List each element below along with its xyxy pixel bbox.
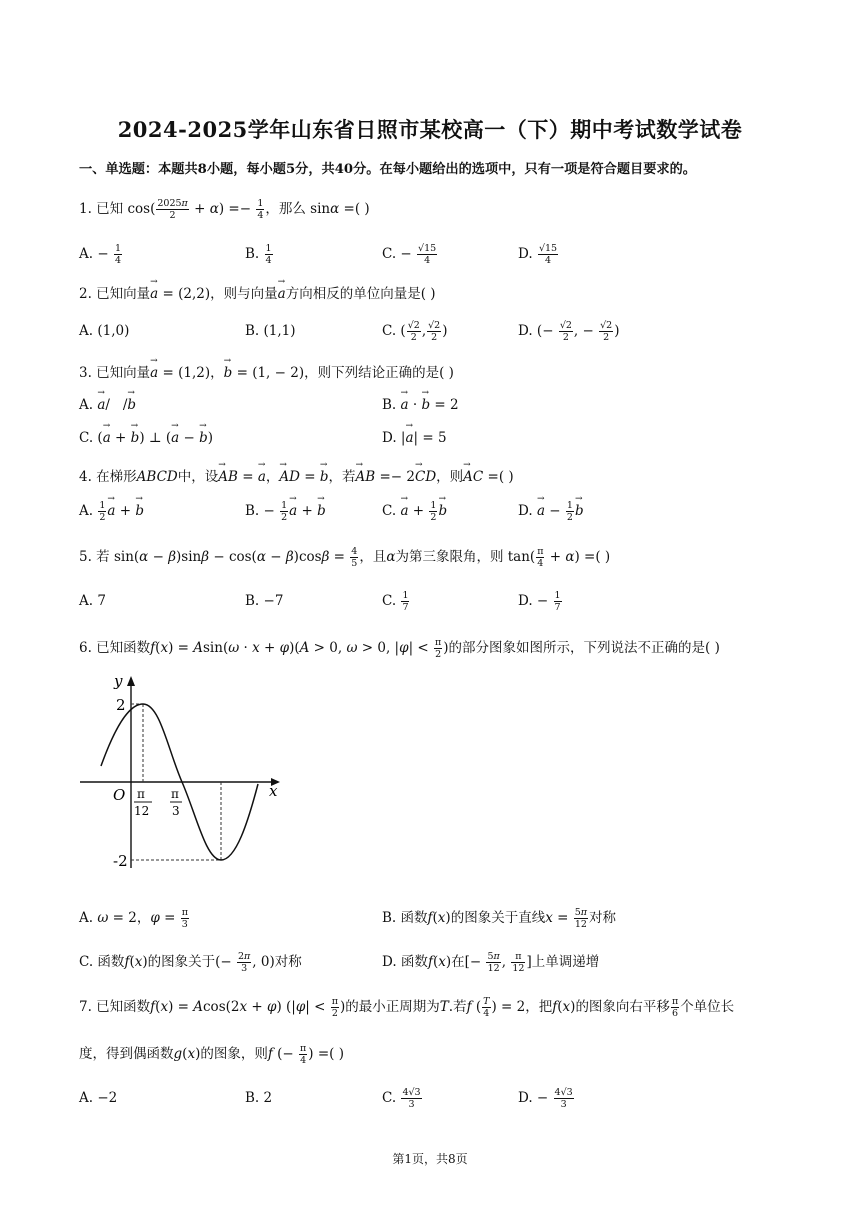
q6-option-c: C. 函数f(x)的图象关于(− $\frac{2\pi}{3}$ , 0)对称 — [79, 951, 302, 974]
q7-option-a: A. −2 — [79, 1090, 118, 1106]
section-heading: 一、单选题：本题共8小题，每小题5分，共40分。在每小题给出的选项中，只有一项是符合题目要求的。 — [79, 162, 696, 177]
tick-pi12-num: π — [137, 787, 145, 801]
q6-option-b: B. 函数f(x)的图象关于直线x = $\frac{5\pi}{12}$ 对称 — [382, 907, 617, 930]
q1-option-b: B. $\frac{1}{4}$ — [245, 243, 272, 266]
tick-pi3-den: 3 — [172, 804, 180, 818]
y-axis-arrow-icon — [127, 676, 135, 686]
q4-option-d: D. → a − $\frac{1}{2}$ → b — [518, 500, 584, 523]
question-3: 3. 已知向量→ a = (1,2)，→ b = (1, − 2)，则下列结论正确的是( ) — [79, 361, 454, 381]
q2-option-b: B. (1,1) — [245, 323, 296, 339]
q4-option-a: A. $\frac{1}{2}$ → a + → b — [79, 500, 144, 523]
q2-option-c: C. ( $\frac{√2}{2}$ , $\frac{√2}{2}$ ) — [382, 320, 448, 343]
question-7-line-2: 度，得到偶函数g(x)的图象，则f (− $\frac{\pi}{4}$ ) =( ) — [79, 1043, 344, 1066]
q1-option-d: D. $\frac{√15}{4}$ — [518, 243, 558, 266]
q3-option-b: B. → a · → b = 2 — [382, 397, 459, 413]
question-2: 2. 已知向量→ a = (2,2)，则与向量→ a方向相反的单位向量是( ) — [79, 282, 436, 302]
min-label: -2 — [113, 852, 128, 870]
q7-option-c: C. $\frac{4√3}{3}$ — [382, 1087, 421, 1110]
question-6: 6. 已知函数f(x) = Asin(ω · x + φ)(A > 0, ω > 0, |φ| < $\frac{\pi}{2}$ )的部分图象如图所示，下列说法不正确的是( ) — [79, 637, 720, 660]
q1-option-c: C. − $\frac{√15}{4}$ — [382, 243, 437, 266]
question-4: 4. 在梯形ABCD中，设→ AB = → a，→ AD = → b，若→ AB =− 2→ CD，则→ AC =( ) — [79, 465, 514, 485]
q4-option-c: C. → a + $\frac{1}{2}$ → b — [382, 500, 447, 523]
q6-option-d: D. 函数f(x)在[− $\frac{5\pi}{12}$ , $\frac{\pi}{12}$ ]上单调递增 — [382, 951, 600, 974]
q6-option-a: A. ω = 2，φ = $\frac{\pi}{3}$ — [79, 907, 188, 930]
q5-option-a: A. 7 — [79, 593, 106, 609]
q5-option-c: C. $\frac{1}{7}$ — [382, 590, 409, 613]
max-label: 2 — [116, 696, 126, 714]
q4-option-b: B. − $\frac{1}{2}$ → a + → b — [245, 500, 326, 523]
q7-option-b: B. 2 — [245, 1090, 273, 1106]
q3-option-c: C. (→ a + → b) ⊥ (→ a − → b) — [79, 430, 213, 446]
q2-option-a: A. (1,0) — [79, 323, 130, 339]
origin-label: O — [113, 786, 126, 804]
q2-option-d: D. (− $\frac{√2}{2}$ , − $\frac{√2}{2}$ ) — [518, 320, 620, 343]
page-footer: 第1页，共8页 — [392, 1152, 468, 1166]
q5-option-d: D. − $\frac{1}{7}$ — [518, 590, 561, 613]
q3-option-d: D. |→ a| = 5 — [382, 430, 447, 446]
tick-pi3-num: π — [171, 787, 179, 801]
q1-option-a: A. − $\frac{1}{4}$ — [79, 243, 121, 266]
question-5: 5. 若 sin(α − β)sinβ − cos(α − β)cosβ = $\frac{4}{5}$ ，且α为第三象限角，则 tan( $\frac{\pi}{4}$ + α) =( ) — [79, 546, 611, 569]
question-1: 1. 已知 cos( $\frac{2025\pi}{2}$ + α) =− $\frac{1}{4}$ ，那么 sinα =( ) — [79, 198, 370, 221]
question-7-line-1: 7. 已知函数f(x) = Acos(2x + φ) (|φ| < $\frac{\pi}{2}$ )的最小正周期为T.若f ( $\frac{T}{4}$ ) = 2，把f(x)的图象向右平移 $\frac{\pi}{6}$ 个单位长 — [79, 996, 735, 1019]
q5-option-b: B. −7 — [245, 593, 284, 609]
page-title: 2024-2025学年山东省日照市某校高一（下）期中考试数学试卷 — [117, 117, 743, 142]
x-axis-label: x — [269, 782, 278, 800]
q7-option-d: D. − $\frac{4√3}{3}$ — [518, 1087, 573, 1110]
y-axis-label: y — [114, 672, 123, 690]
sine-graph — [76, 672, 286, 872]
q3-option-a: A. → a/ /→ b — [79, 397, 136, 413]
tick-pi12-den: 12 — [134, 804, 150, 818]
